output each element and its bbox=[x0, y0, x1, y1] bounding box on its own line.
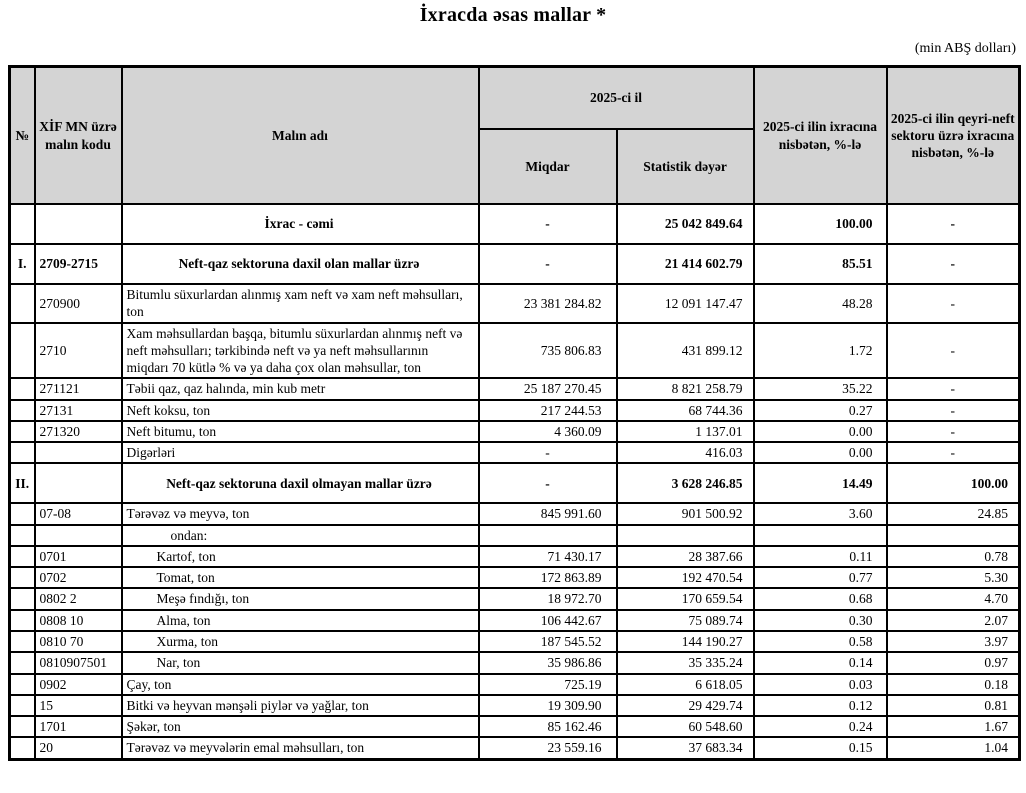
table-row bbox=[10, 463, 1020, 503]
cell-quantity: 106 442.67 bbox=[479, 610, 617, 631]
cell-no bbox=[10, 284, 35, 323]
cell-quantity: 23 381 284.82 bbox=[479, 284, 617, 323]
header-year-group: 2025-ci il bbox=[479, 67, 754, 130]
cell-no bbox=[10, 631, 35, 652]
cell-share-total: 0.12 bbox=[754, 695, 887, 716]
cell-name: Tərəvəz və meyvə, ton bbox=[122, 503, 479, 524]
cell-quantity: 735 806.83 bbox=[479, 323, 617, 379]
cell-name: Nar, ton bbox=[122, 652, 479, 673]
cell-share-total: 0.24 bbox=[754, 716, 887, 737]
cell-no bbox=[10, 695, 35, 716]
cell-no: I. bbox=[10, 244, 35, 284]
cell-name: ondan: bbox=[122, 525, 479, 546]
cell-share-nonoil: - bbox=[887, 400, 1020, 421]
cell-name: Tomat, ton bbox=[122, 567, 479, 588]
cell-quantity: 19 309.90 bbox=[479, 695, 617, 716]
table-row bbox=[10, 737, 1020, 759]
cell-name: Neft bitumu, ton bbox=[122, 421, 479, 442]
cell-code bbox=[35, 463, 122, 503]
cell-stat-value: 21 414 602.79 bbox=[617, 244, 754, 284]
cell-name: Alma, ton bbox=[122, 610, 479, 631]
cell-share-total: 0.58 bbox=[754, 631, 887, 652]
cell-name: Meşə fındığı, ton bbox=[122, 588, 479, 609]
cell-no bbox=[10, 567, 35, 588]
exports-table bbox=[8, 65, 1021, 761]
cell-share-nonoil: 3.97 bbox=[887, 631, 1020, 652]
table-body bbox=[10, 204, 1020, 759]
cell-stat-value: 29 429.74 bbox=[617, 695, 754, 716]
cell-stat-value: 28 387.66 bbox=[617, 546, 754, 567]
table-header bbox=[10, 67, 1020, 205]
cell-name: Bitumlu süxurlardan alınmış xam neft və xam neft məhsulları, ton bbox=[122, 284, 479, 323]
cell-name: Bitki və heyvan mənşəli piylər və yağlar, ton bbox=[122, 695, 479, 716]
cell-share-total bbox=[754, 525, 887, 546]
cell-share-nonoil: - bbox=[887, 323, 1020, 379]
cell-no bbox=[10, 674, 35, 695]
cell-name: Neft-qaz sektoruna daxil olmayan mallar üzrə bbox=[122, 463, 479, 503]
cell-share-total: 0.11 bbox=[754, 546, 887, 567]
cell-share-nonoil: 0.97 bbox=[887, 652, 1020, 673]
cell-code: 1701 bbox=[35, 716, 122, 737]
table-row bbox=[10, 652, 1020, 673]
cell-quantity: 725.19 bbox=[479, 674, 617, 695]
table-row bbox=[10, 716, 1020, 737]
cell-share-total: 0.03 bbox=[754, 674, 887, 695]
table-row bbox=[10, 378, 1020, 399]
cell-quantity: 845 991.60 bbox=[479, 503, 617, 524]
cell-stat-value: 37 683.34 bbox=[617, 737, 754, 759]
cell-stat-value: 12 091 147.47 bbox=[617, 284, 754, 323]
cell-stat-value: 901 500.92 bbox=[617, 503, 754, 524]
page-title: İxracda əsas mallar * bbox=[419, 4, 607, 26]
cell-quantity: 35 986.86 bbox=[479, 652, 617, 673]
cell-no: II. bbox=[10, 463, 35, 503]
cell-name: İxrac - cəmi bbox=[122, 204, 479, 244]
cell-name: Xam məhsullardan başqa, bitumlu süxurlardan alınmış neft və neft məhsulları; tərkibində neft və ya neft məhsullarının miqdarı 70 kütlə % və ya daha çox olan məhsullar, ton bbox=[122, 323, 479, 379]
cell-stat-value: 144 190.27 bbox=[617, 631, 754, 652]
cell-code: 0808 10 bbox=[35, 610, 122, 631]
cell-share-total: 0.15 bbox=[754, 737, 887, 759]
cell-no bbox=[10, 204, 35, 244]
cell-share-nonoil: 4.70 bbox=[887, 588, 1020, 609]
cell-share-total: 0.14 bbox=[754, 652, 887, 673]
cell-share-nonoil: - bbox=[887, 378, 1020, 399]
cell-stat-value: 170 659.54 bbox=[617, 588, 754, 609]
cell-no bbox=[10, 378, 35, 399]
cell-stat-value: 416.03 bbox=[617, 442, 754, 463]
table-row bbox=[10, 674, 1020, 695]
cell-code bbox=[35, 525, 122, 546]
cell-stat-value: 60 548.60 bbox=[617, 716, 754, 737]
cell-no bbox=[10, 421, 35, 442]
cell-name: Tərəvəz və meyvələrin emal məhsulları, ton bbox=[122, 737, 479, 759]
cell-share-total: 100.00 bbox=[754, 204, 887, 244]
cell-code: 271320 bbox=[35, 421, 122, 442]
cell-no bbox=[10, 737, 35, 759]
cell-quantity: - bbox=[479, 244, 617, 284]
table-row bbox=[10, 323, 1020, 379]
cell-quantity: 23 559.16 bbox=[479, 737, 617, 759]
cell-stat-value: 75 089.74 bbox=[617, 610, 754, 631]
cell-quantity: 4 360.09 bbox=[479, 421, 617, 442]
cell-quantity: 85 162.46 bbox=[479, 716, 617, 737]
cell-no bbox=[10, 588, 35, 609]
cell-share-nonoil: - bbox=[887, 442, 1020, 463]
cell-quantity: 71 430.17 bbox=[479, 546, 617, 567]
cell-share-total: 35.22 bbox=[754, 378, 887, 399]
cell-no bbox=[10, 503, 35, 524]
table-row bbox=[10, 244, 1020, 284]
cell-share-total: 0.68 bbox=[754, 588, 887, 609]
table-row bbox=[10, 567, 1020, 588]
cell-quantity: 217 244.53 bbox=[479, 400, 617, 421]
cell-share-nonoil: 1.04 bbox=[887, 737, 1020, 759]
cell-quantity: - bbox=[479, 463, 617, 503]
cell-share-nonoil: 1.67 bbox=[887, 716, 1020, 737]
table-row bbox=[10, 631, 1020, 652]
cell-code bbox=[35, 442, 122, 463]
cell-code: 270900 bbox=[35, 284, 122, 323]
cell-stat-value: 3 628 246.85 bbox=[617, 463, 754, 503]
cell-name: Neft-qaz sektoruna daxil olan mallar üzrə bbox=[122, 244, 479, 284]
table-row bbox=[10, 610, 1020, 631]
cell-share-nonoil: 0.81 bbox=[887, 695, 1020, 716]
cell-share-total: 3.60 bbox=[754, 503, 887, 524]
cell-code: 0802 2 bbox=[35, 588, 122, 609]
cell-no bbox=[10, 323, 35, 379]
cell-code: 271121 bbox=[35, 378, 122, 399]
cell-code: 0810907501 bbox=[35, 652, 122, 673]
header-code: XİF MN üzrə malın kodu bbox=[35, 67, 122, 205]
table-row bbox=[10, 442, 1020, 463]
cell-share-total: 0.30 bbox=[754, 610, 887, 631]
table-row bbox=[10, 525, 1020, 546]
table-row bbox=[10, 695, 1020, 716]
header-name: Malın adı bbox=[122, 67, 479, 205]
cell-code: 07-08 bbox=[35, 503, 122, 524]
cell-share-nonoil: - bbox=[887, 284, 1020, 323]
cell-name: Kartof, ton bbox=[122, 546, 479, 567]
cell-share-nonoil: 100.00 bbox=[887, 463, 1020, 503]
cell-share-total: 1.72 bbox=[754, 323, 887, 379]
cell-share-nonoil: - bbox=[887, 244, 1020, 284]
cell-name: Digərləri bbox=[122, 442, 479, 463]
cell-share-total: 85.51 bbox=[754, 244, 887, 284]
cell-share-nonoil: 5.30 bbox=[887, 567, 1020, 588]
cell-no bbox=[10, 716, 35, 737]
cell-share-nonoil: 0.18 bbox=[887, 674, 1020, 695]
cell-code: 0702 bbox=[35, 567, 122, 588]
cell-share-total: 0.00 bbox=[754, 442, 887, 463]
cell-code: 15 bbox=[35, 695, 122, 716]
cell-share-nonoil bbox=[887, 525, 1020, 546]
cell-quantity: - bbox=[479, 442, 617, 463]
cell-no bbox=[10, 400, 35, 421]
cell-stat-value: 431 899.12 bbox=[617, 323, 754, 379]
cell-name: Şəkər, ton bbox=[122, 716, 479, 737]
table-row bbox=[10, 204, 1020, 244]
cell-stat-value: 6 618.05 bbox=[617, 674, 754, 695]
cell-share-nonoil: - bbox=[887, 421, 1020, 442]
cell-no bbox=[10, 652, 35, 673]
cell-share-total: 0.00 bbox=[754, 421, 887, 442]
cell-share-nonoil: 24.85 bbox=[887, 503, 1020, 524]
table-row bbox=[10, 421, 1020, 442]
cell-share-nonoil: - bbox=[887, 204, 1020, 244]
cell-quantity: 172 863.89 bbox=[479, 567, 617, 588]
cell-share-total: 0.77 bbox=[754, 567, 887, 588]
cell-stat-value: 192 470.54 bbox=[617, 567, 754, 588]
cell-name: Təbii qaz, qaz halında, min kub metr bbox=[122, 378, 479, 399]
cell-code: 20 bbox=[35, 737, 122, 759]
cell-quantity: 18 972.70 bbox=[479, 588, 617, 609]
cell-code: 2709-2715 bbox=[35, 244, 122, 284]
cell-quantity bbox=[479, 525, 617, 546]
cell-stat-value: 35 335.24 bbox=[617, 652, 754, 673]
cell-stat-value: 1 137.01 bbox=[617, 421, 754, 442]
cell-no bbox=[10, 610, 35, 631]
table-row bbox=[10, 503, 1020, 524]
header-share-total: 2025-ci ilin ixracına nisbətən, %-lə bbox=[754, 67, 887, 205]
cell-stat-value bbox=[617, 525, 754, 546]
cell-stat-value: 25 042 849.64 bbox=[617, 204, 754, 244]
cell-share-total: 0.27 bbox=[754, 400, 887, 421]
cell-code: 27131 bbox=[35, 400, 122, 421]
cell-no bbox=[10, 442, 35, 463]
cell-share-total: 14.49 bbox=[754, 463, 887, 503]
cell-name: Neft koksu, ton bbox=[122, 400, 479, 421]
cell-quantity: - bbox=[479, 204, 617, 244]
unit-note: (min ABŞ dolları) bbox=[914, 41, 1016, 56]
table-row bbox=[10, 588, 1020, 609]
table-row bbox=[10, 400, 1020, 421]
header-quantity: Miqdar bbox=[479, 129, 617, 204]
cell-share-nonoil: 2.07 bbox=[887, 610, 1020, 631]
cell-code: 0701 bbox=[35, 546, 122, 567]
cell-quantity: 187 545.52 bbox=[479, 631, 617, 652]
cell-code: 0902 bbox=[35, 674, 122, 695]
header-share-nonoil: 2025-ci ilin qeyri-neft sektoru üzrə ixracına nisbətən, %-lə bbox=[887, 67, 1020, 205]
cell-stat-value: 8 821 258.79 bbox=[617, 378, 754, 399]
cell-share-total: 48.28 bbox=[754, 284, 887, 323]
cell-name: Çay, ton bbox=[122, 674, 479, 695]
cell-quantity: 25 187 270.45 bbox=[479, 378, 617, 399]
cell-share-nonoil: 0.78 bbox=[887, 546, 1020, 567]
cell-code: 0810 70 bbox=[35, 631, 122, 652]
cell-no bbox=[10, 525, 35, 546]
table-row bbox=[10, 284, 1020, 323]
cell-name: Xurma, ton bbox=[122, 631, 479, 652]
cell-code bbox=[35, 204, 122, 244]
table-row bbox=[10, 546, 1020, 567]
header-no: № bbox=[10, 67, 35, 205]
cell-stat-value: 68 744.36 bbox=[617, 400, 754, 421]
cell-no bbox=[10, 546, 35, 567]
cell-code: 2710 bbox=[35, 323, 122, 379]
header-stat-value: Statistik dəyər bbox=[617, 129, 754, 204]
